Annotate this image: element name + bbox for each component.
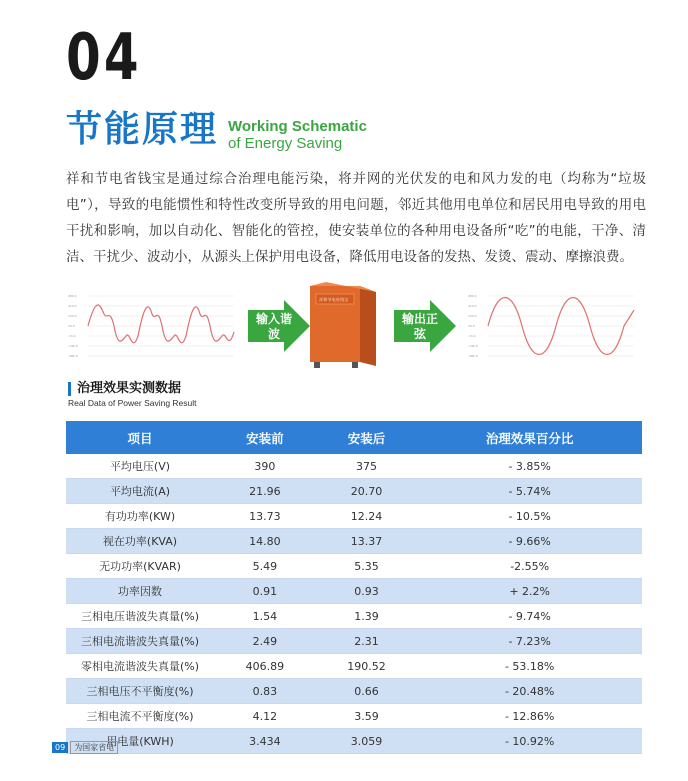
cell-item: 无功功率(KVAR) [66, 554, 214, 579]
cell-after: 3.59 [316, 704, 418, 729]
table-row [66, 679, 642, 704]
cell-after: 375 [316, 454, 418, 479]
svg-text:-70.0: -70.0 [468, 334, 476, 338]
page-footer [52, 741, 118, 754]
output-sine-arrow [394, 300, 456, 352]
table-row [66, 629, 642, 654]
result-table [66, 421, 642, 754]
cell-item: 平均电压(V) [66, 454, 214, 479]
cell-after: 190.52 [316, 654, 418, 679]
page-number: 09 [52, 742, 68, 753]
svg-text:210.0: 210.0 [468, 304, 477, 308]
header-after: 安装后 [316, 421, 418, 454]
cell-item: 平均电流(A) [66, 479, 214, 504]
cell-percent: - 7.23% [417, 629, 642, 654]
table-row [66, 554, 642, 579]
cell-item: 视在功率(KVA) [66, 529, 214, 554]
arrow-out-label: 输出正弦 [401, 312, 438, 341]
cell-item: 三相电压谐波失真量(%) [66, 604, 214, 629]
cell-percent: - 20.48% [417, 679, 642, 704]
table-row [66, 454, 642, 479]
svg-text:70.0: 70.0 [68, 324, 75, 328]
svg-text:210.0: 210.0 [68, 304, 77, 308]
cell-item: 三相电压不平衡度(%) [66, 679, 214, 704]
cell-item: 功率因数 [66, 579, 214, 604]
cell-percent: - 53.18% [417, 654, 642, 679]
svg-text:-140.0: -140.0 [68, 344, 78, 348]
cell-before: 3.434 [214, 729, 316, 754]
svg-text:-70.0: -70.0 [68, 334, 76, 338]
cell-after: 12.24 [316, 504, 418, 529]
svg-text:-280.0: -280.0 [468, 354, 478, 358]
title-en-line2: of Energy Saving [228, 135, 343, 152]
cell-after: 3.059 [316, 729, 418, 754]
header-percent: 治理效果百分比 [417, 421, 642, 454]
table-row [66, 504, 642, 529]
cell-before: 0.91 [214, 579, 316, 604]
page-title-en [228, 118, 367, 152]
cell-percent: - 9.74% [417, 604, 642, 629]
svg-text:70.0: 70.0 [468, 324, 475, 328]
svg-text:280.0: 280.0 [68, 294, 77, 298]
table-title-en: Real Data of Power Saving Result [68, 398, 197, 408]
page-title: 节能原理 [66, 109, 219, 150]
svg-text:-280.0: -280.0 [68, 354, 78, 358]
table-row [66, 654, 642, 679]
cell-before: 5.49 [214, 554, 316, 579]
cell-before: 13.73 [214, 504, 316, 529]
cell-before: 390 [214, 454, 316, 479]
table-row [66, 529, 642, 554]
cell-after: 2.31 [316, 629, 418, 654]
cell-percent: - 10.92% [417, 729, 642, 754]
intro-paragraph: 祥和节电省钱宝是通过综合治理电能污染，将并网的光伏发的电和风力发的电（均称为“垃圾电”），导致的电能惯性和特性改变所导致的用电问题，邻近其他用电单位和居民用电导致的用电干扰和影响，加以自动化、智能化的管控，使安装单位的各种用电设备所“吃”的电能，干净、清洁、干扰少、波动小，从源头上保护用电设备，降低用电设备的发热、发烫、震动、摩擦浪费。 [66, 171, 646, 265]
cell-after: 1.39 [316, 604, 418, 629]
cell-percent: -2.55% [417, 554, 642, 579]
arrow-in-label: 输入谐波 [255, 312, 292, 341]
cell-percent: - 5.74% [417, 479, 642, 504]
cell-before: 21.96 [214, 479, 316, 504]
table-row [66, 579, 642, 604]
cell-percent: - 3.85% [417, 454, 642, 479]
cell-item: 有功功率(KW) [66, 504, 214, 529]
cell-percent: + 2.2% [417, 579, 642, 604]
cell-item: 用电量(KWH) [66, 729, 214, 754]
input-harmonic-arrow [248, 300, 310, 352]
input-waveform [66, 286, 236, 366]
title-en-line1: Working Schematic [228, 118, 367, 135]
cell-after: 20.70 [316, 479, 418, 504]
cell-before: 2.49 [214, 629, 316, 654]
cell-after: 13.37 [316, 529, 418, 554]
cell-after: 5.35 [316, 554, 418, 579]
svg-text:280.0: 280.0 [468, 294, 477, 298]
cell-percent: - 9.66% [417, 529, 642, 554]
cell-after: 0.93 [316, 579, 418, 604]
cell-before: 406.89 [214, 654, 316, 679]
cell-before: 4.12 [214, 704, 316, 729]
cell-item: 三相电流不平衡度(%) [66, 704, 214, 729]
svg-text:-140.0: -140.0 [468, 344, 478, 348]
cell-percent: - 12.86% [417, 704, 642, 729]
svg-text:140.0: 140.0 [468, 314, 477, 318]
cell-before: 0.83 [214, 679, 316, 704]
header-item: 项目 [66, 421, 214, 454]
cell-item: 三相电流谐波失真量(%) [66, 629, 214, 654]
table-row [66, 604, 642, 629]
table-title-cn: 治理效果实测数据 [68, 382, 197, 396]
table-row [66, 479, 642, 504]
svg-text:140.0: 140.0 [68, 314, 77, 318]
device-label: 祥和节电省钱宝 [319, 297, 349, 302]
cell-item: 零相电流谐波失真量(%) [66, 654, 214, 679]
output-waveform [466, 286, 636, 366]
section-number: 04 [66, 21, 142, 95]
schematic-diagram [66, 282, 646, 372]
power-saver-device [306, 282, 382, 372]
table-header-row [66, 421, 642, 454]
cell-before: 14.80 [214, 529, 316, 554]
cell-before: 1.54 [214, 604, 316, 629]
cell-after: 0.66 [316, 679, 418, 704]
table-row [66, 729, 642, 754]
cell-percent: - 10.5% [417, 504, 642, 529]
footer-text: 为国家省电 [70, 741, 118, 754]
header-before: 安装前 [214, 421, 316, 454]
table-row [66, 704, 642, 729]
table-section-header [68, 382, 197, 408]
